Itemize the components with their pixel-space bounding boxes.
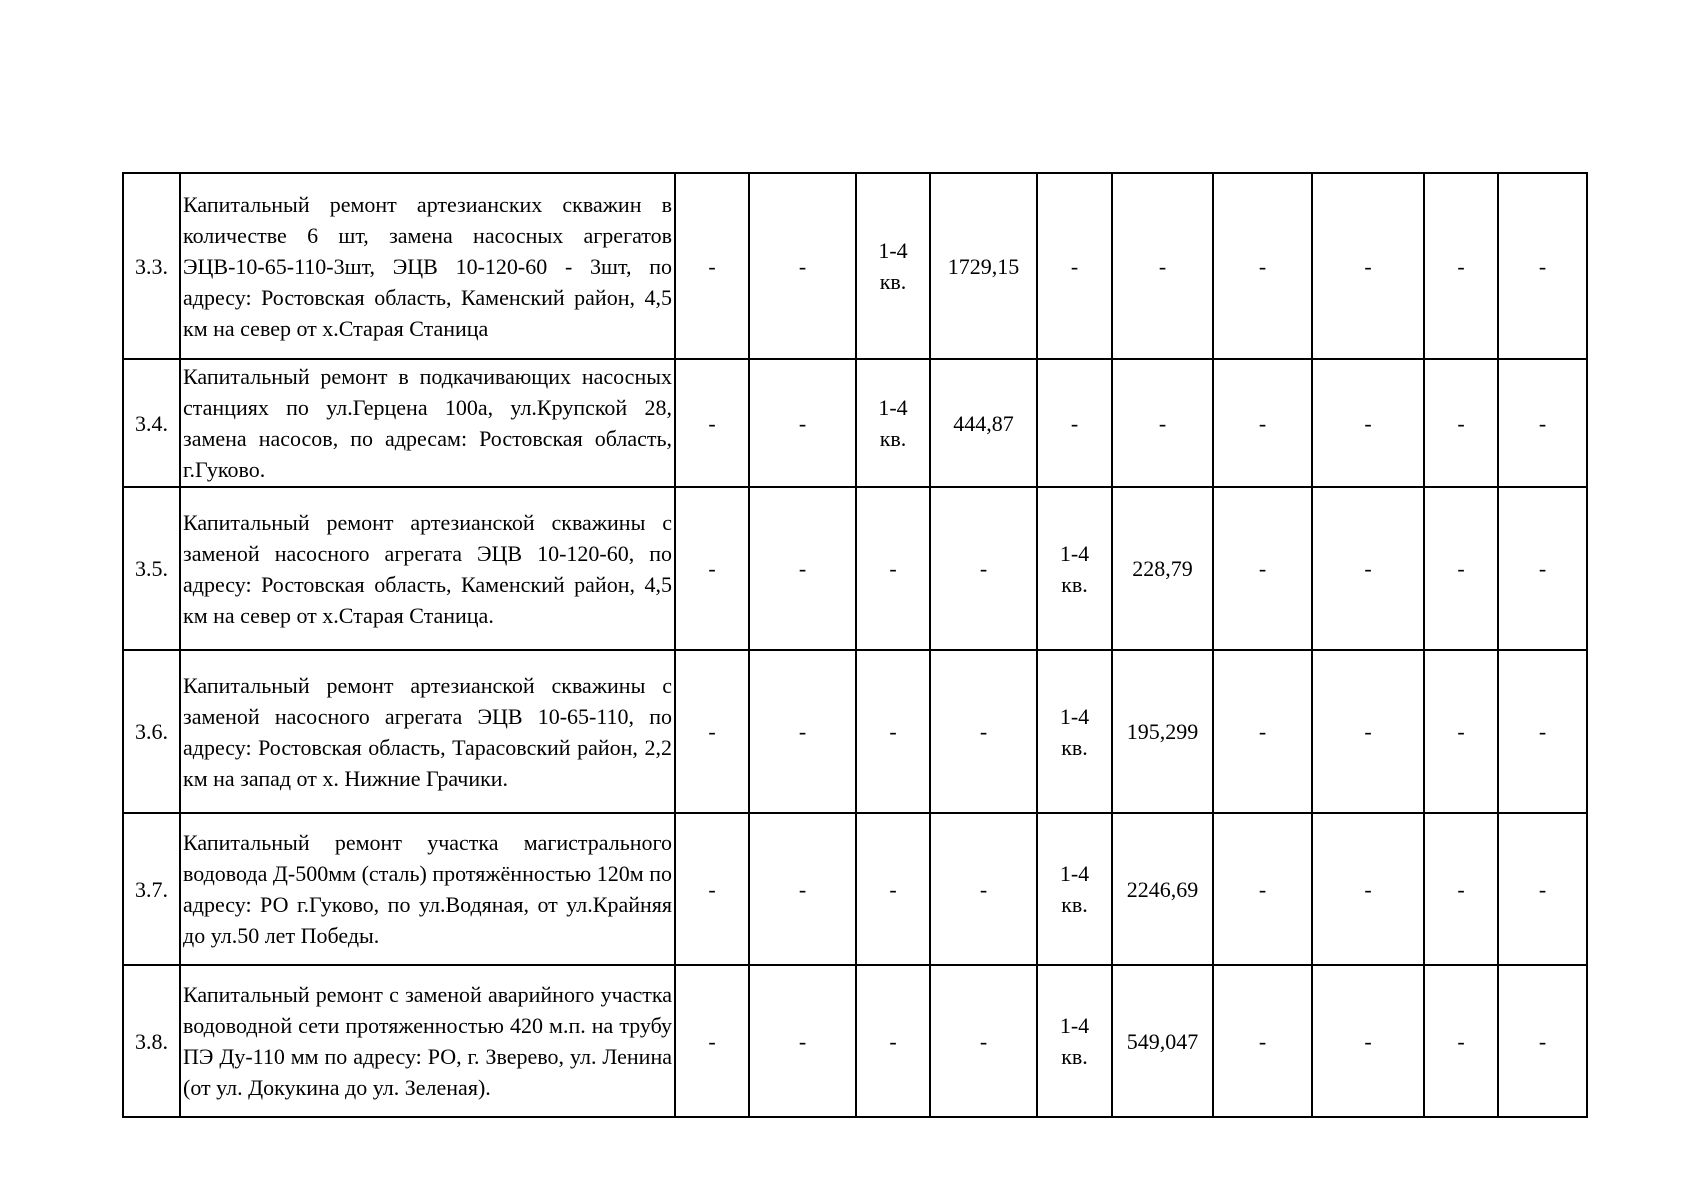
cell-value: - [1457, 876, 1465, 902]
cell-value: 1729,15 [947, 253, 1020, 279]
row-number: 3.8. [123, 965, 180, 1117]
work-description: Капитальный ремонт артезианских скважин в количестве 6 шт, замена насосных агрегатов ЭЦВ-10-65-110-3шт, ЭЦВ 10-120-60 - 3шт, по адресу: Ростовская область, Каменский район, 4,5 км на север от х.Старая Станица [180, 173, 675, 359]
cell-value: 1-4 кв. [878, 395, 908, 451]
value-cell [1312, 965, 1424, 1117]
value-cell [1312, 487, 1424, 650]
cell-value: - [1538, 876, 1547, 902]
cell-value: - [1258, 253, 1267, 279]
value-cell [749, 813, 856, 965]
cell-value: - [1457, 556, 1465, 581]
value-cell [856, 965, 930, 1117]
table-row [123, 359, 1587, 487]
work-description: Капитальный ремонт участка магистрального водовода Д-500мм (сталь) протяжённостью 120м по адресу: РО г.Гуково, по ул.Водяная, от ул.Крайняя до ул.50 лет Победы. [180, 813, 675, 965]
cell-value: 2246,69 [1126, 876, 1199, 902]
value-cell [1213, 813, 1312, 965]
value-cell [1037, 813, 1112, 965]
value-cell [1424, 359, 1498, 487]
table-row [123, 650, 1587, 813]
value-cell [1498, 813, 1587, 965]
cell-value: - [1538, 719, 1547, 744]
row-number: 3.7. [123, 813, 180, 965]
cell-value: - [1364, 410, 1372, 436]
value-cell [1498, 173, 1587, 359]
value-cell [1037, 965, 1112, 1117]
value-cell [1213, 359, 1312, 487]
value-cell [749, 650, 856, 813]
cell-value: 195,299 [1126, 719, 1199, 744]
value-cell [1312, 650, 1424, 813]
work-description: Капитальный ремонт с заменой аварийного участка водоводной сети протяженностью 420 м.п. на трубу ПЭ Ду-110 мм по адресу: РО, г. Зверево, ул. Ленина (от ул. Докукина до ул. Зеленая). [180, 965, 675, 1117]
value-cell [749, 965, 856, 1117]
value-cell [675, 487, 749, 650]
cell-value: - [798, 556, 807, 581]
value-cell [1312, 359, 1424, 487]
value-cell [1213, 965, 1312, 1117]
cell-value: - [798, 876, 807, 902]
value-cell [675, 965, 749, 1117]
value-cell [930, 813, 1037, 965]
row-number: 3.3. [123, 173, 180, 359]
cell-value: - [1258, 1028, 1267, 1054]
work-description: Капитальный ремонт артезианской скважины с заменой насосного агрегата ЭЦВ 10-120-60, по адресу: Ростовская область, Каменский район, 4,5 км на север от х.Старая Станица. [180, 487, 675, 650]
value-cell [1498, 487, 1587, 650]
cell-value: - [1457, 410, 1465, 436]
value-cell [930, 173, 1037, 359]
value-cell [1424, 173, 1498, 359]
cell-value: - [1364, 556, 1372, 581]
value-cell [1213, 173, 1312, 359]
value-cell [1112, 359, 1213, 487]
table-row [123, 173, 1587, 359]
cell-value: - [979, 556, 988, 581]
value-cell [749, 359, 856, 487]
cell-value: 1-4 кв. [1059, 861, 1090, 917]
cell-value: 1-4 кв. [1059, 703, 1090, 760]
value-cell [675, 650, 749, 813]
cell-value: - [798, 253, 807, 279]
cell-value: - [1364, 253, 1372, 279]
cell-value: - [1538, 410, 1547, 436]
cell-value: - [1070, 410, 1079, 436]
work-description: Капитальный ремонт в подкачивающих насосных станциях по ул.Герцена 100а, ул.Крупской 28, замена насосов, по адресам: Ростовская область, г.Гуково. [180, 359, 675, 487]
cell-value: - [1364, 876, 1372, 902]
cell-value: 1-4 кв. [1059, 540, 1090, 597]
cell-value: - [889, 1028, 897, 1054]
row-number: 3.6. [123, 650, 180, 813]
value-cell [1498, 965, 1587, 1117]
value-cell [930, 965, 1037, 1117]
cell-value: - [1457, 253, 1465, 279]
value-cell [1424, 813, 1498, 965]
value-cell [1112, 965, 1213, 1117]
work-description: Капитальный ремонт артезианской скважины с заменой насосного агрегата ЭЦВ 10-65-110, по адресу: Ростовская область, Тарасовский район, 2,2 км на запад от х. Нижние Грачики. [180, 650, 675, 813]
cell-value: - [708, 253, 716, 279]
value-cell [675, 813, 749, 965]
cell-value: - [979, 876, 988, 902]
cell-value: - [1258, 876, 1267, 902]
cell-value: - [708, 410, 716, 436]
table-row [123, 487, 1587, 650]
cell-value: - [1538, 253, 1547, 279]
value-cell [1037, 359, 1112, 487]
table-row [123, 965, 1587, 1117]
value-cell [856, 813, 930, 965]
cell-value: - [1258, 719, 1267, 744]
value-cell [1498, 650, 1587, 813]
value-cell [930, 359, 1037, 487]
value-cell [1312, 173, 1424, 359]
cell-value: - [1364, 719, 1372, 744]
row-number: 3.4. [123, 359, 180, 487]
cell-value: 1-4 кв. [1059, 1013, 1090, 1069]
cell-value: - [798, 1028, 807, 1054]
work-plan-table [122, 172, 1588, 1118]
cell-value: - [1538, 1028, 1547, 1054]
cell-value: - [1364, 1028, 1372, 1054]
value-cell [1213, 650, 1312, 813]
cell-value: - [708, 1028, 716, 1054]
cell-value: - [979, 719, 988, 744]
cell-value: - [708, 556, 716, 581]
cell-value: 228,79 [1132, 556, 1193, 581]
cell-value: - [1258, 556, 1267, 581]
cell-value: - [979, 1028, 988, 1054]
value-cell [1037, 650, 1112, 813]
value-cell [675, 359, 749, 487]
cell-value: - [708, 876, 716, 902]
value-cell [1424, 487, 1498, 650]
value-cell [675, 173, 749, 359]
value-cell [856, 173, 930, 359]
value-cell [856, 359, 930, 487]
cell-value: 549,047 [1126, 1028, 1199, 1054]
cell-value: - [1457, 719, 1465, 744]
cell-value: 1-4 кв. [878, 238, 908, 294]
value-cell [1424, 965, 1498, 1117]
value-cell [1498, 359, 1587, 487]
cell-value: - [1538, 556, 1547, 581]
value-cell [856, 650, 930, 813]
value-cell [749, 487, 856, 650]
cell-value: - [889, 876, 897, 902]
cell-value: - [708, 719, 716, 744]
value-cell [1112, 487, 1213, 650]
cell-value: - [889, 556, 897, 581]
value-cell [930, 487, 1037, 650]
value-cell [856, 487, 930, 650]
value-cell [1112, 173, 1213, 359]
value-cell [930, 650, 1037, 813]
value-cell [1424, 650, 1498, 813]
value-cell [1112, 813, 1213, 965]
cell-value: - [1457, 1028, 1465, 1054]
cell-value: - [889, 719, 897, 744]
value-cell [1312, 813, 1424, 965]
cell-value: 444,87 [953, 410, 1014, 436]
cell-value: - [1070, 253, 1079, 279]
value-cell [1112, 650, 1213, 813]
value-cell [1213, 487, 1312, 650]
table-body [123, 173, 1587, 1117]
cell-value: - [1158, 410, 1167, 436]
table-row [123, 813, 1587, 965]
cell-value: - [798, 410, 807, 436]
value-cell [1037, 173, 1112, 359]
row-number: 3.5. [123, 487, 180, 650]
cell-value: - [1158, 253, 1167, 279]
value-cell [1037, 487, 1112, 650]
value-cell [749, 173, 856, 359]
cell-value: - [798, 719, 807, 744]
cell-value: - [1258, 410, 1267, 436]
